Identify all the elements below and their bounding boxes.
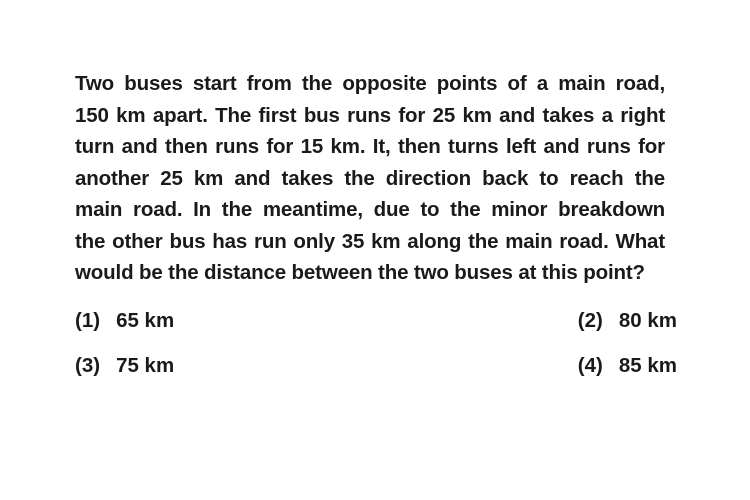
question-line-3: turn and then runs for 15 km. It, then turns left and runs for — [75, 135, 665, 158]
question-line-7: would be the distance between the two buses at this point? — [75, 261, 645, 284]
option-row-2 — [75, 343, 677, 388]
option-3-text: 75 km — [116, 353, 175, 377]
option-2-number: (2) — [577, 308, 603, 332]
question-text — [75, 68, 665, 289]
question-line-2: 150 km apart. The first bus runs for 25 km and takes a right — [75, 103, 665, 127]
option-4-number: (4) — [577, 353, 603, 377]
option-2[interactable] — [578, 309, 677, 333]
option-4[interactable] — [578, 354, 677, 378]
question-line-6: the other bus has run only 35 km along the main road. What — [75, 229, 665, 253]
question-line-1: Two buses start from the opposite points of a main road, — [75, 72, 665, 95]
option-4-text: 85 km — [618, 353, 677, 377]
option-1-number: (1) — [75, 308, 101, 332]
option-3-number: (3) — [75, 353, 101, 377]
option-3[interactable] — [75, 354, 174, 378]
question-line-4: another 25 km and takes the direction back to reach the — [75, 166, 665, 190]
question-line-5: main road. In the meantime, due to the minor breakdown — [75, 198, 665, 221]
option-1[interactable] — [75, 309, 174, 333]
answer-options — [75, 298, 677, 388]
option-2-text: 80 km — [618, 308, 677, 332]
option-row-1 — [75, 298, 677, 343]
option-1-text: 65 km — [116, 308, 175, 332]
